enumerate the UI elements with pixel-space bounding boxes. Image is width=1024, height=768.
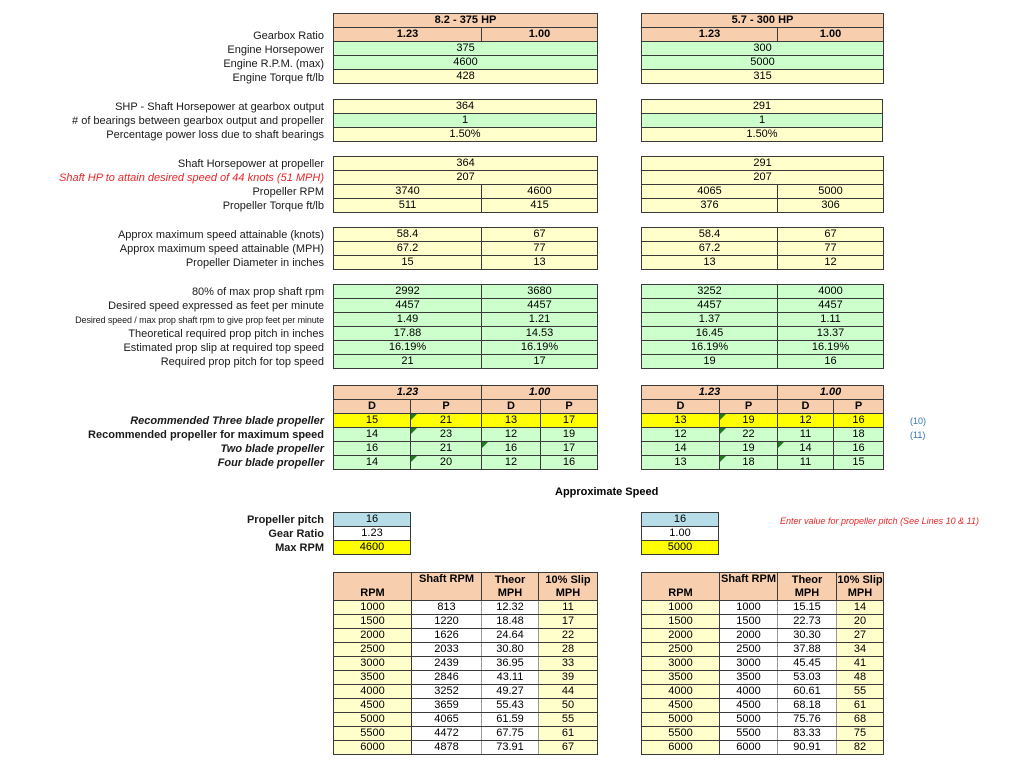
pct80-a: 3252 <box>642 285 778 299</box>
prop-torque-b: 415 <box>482 199 598 213</box>
label-power-loss: Percentage power loss due to shaft bearings <box>106 129 324 141</box>
speed-slip-mph-cell: 61 <box>837 699 884 713</box>
speed-slip-mph-cell: 50 <box>539 699 598 713</box>
engine-spec-table-right <box>641 13 884 84</box>
rec-ratio-a: 1.23 <box>642 386 778 400</box>
prop-rpm-b: 5000 <box>778 185 884 199</box>
rec-cell: 23 <box>411 428 482 442</box>
label-bearings: # of bearings between gearbox output and propeller <box>72 115 324 127</box>
rec-cell: 15 <box>834 456 884 470</box>
engine-rpm-cell[interactable]: 5000 <box>642 56 884 70</box>
speed-row <box>334 727 598 741</box>
label-shp-prop: Shaft Horsepower at propeller <box>177 158 324 170</box>
max-knots-a: 58.4 <box>334 228 482 242</box>
speed-slip-mph-cell: 61 <box>539 727 598 741</box>
speed-shaft-rpm-cell: 3659 <box>412 699 482 713</box>
rec-row-max-speed <box>334 428 598 442</box>
rec-cell: 14 <box>778 442 834 456</box>
desired-fpm-b: 4457 <box>482 299 598 313</box>
label-theor-pitch: Theoretical required prop pitch in inches <box>128 328 324 340</box>
gear-ratio-input[interactable]: 1.00 <box>642 527 719 541</box>
prop-diameter-a: 15 <box>334 256 482 270</box>
speed-row <box>642 657 884 671</box>
label-shp-gearbox: SHP - Shaft Horsepower at gearbox output <box>115 101 324 113</box>
speed-shaft-rpm-cell: 4000 <box>720 685 778 699</box>
speed-rpm-cell: 2000 <box>642 629 720 643</box>
rec-row-three-blade <box>642 414 884 428</box>
speed-rpm-cell: 5500 <box>334 727 412 741</box>
speed-col-shaft-rpm: Shaft RPM <box>412 573 482 601</box>
propeller-pitch-input[interactable]: 16 <box>334 513 411 527</box>
speed-col-slip-mph: 10% Slip MPH <box>539 573 598 601</box>
prop-slip-b: 16.19% <box>482 341 598 355</box>
prop-diameter-b: 12 <box>778 256 884 270</box>
note-line-10: (10) <box>910 416 927 426</box>
rec-col-p: P <box>834 400 884 414</box>
speed-theor-mph-cell: 22.73 <box>778 615 837 629</box>
prop-torque-b: 306 <box>778 199 884 213</box>
shp-gearbox-cell: 364 <box>334 100 597 114</box>
rec-cell: 16 <box>334 442 411 456</box>
label-input-pitch: Propeller pitch <box>246 514 324 526</box>
theor-pitch-b: 13.37 <box>778 327 884 341</box>
gearbox-ratio-a: 1.23 <box>334 28 482 42</box>
speed-theor-mph-cell: 45.45 <box>778 657 837 671</box>
rec-row-four-blade <box>642 456 884 470</box>
gear-ratio-input[interactable]: 1.23 <box>334 527 411 541</box>
speed-theor-mph-cell: 53.03 <box>778 671 837 685</box>
gearbox-ratio-b: 1.00 <box>482 28 598 42</box>
rec-cell: 20 <box>411 456 482 470</box>
theor-pitch-a: 17.88 <box>334 327 482 341</box>
speed-ratio-b: 1.21 <box>482 313 598 327</box>
speed-shaft-rpm-cell: 4878 <box>412 741 482 755</box>
speed-slip-mph-cell: 14 <box>837 601 884 615</box>
rec-cell: 19 <box>720 414 778 428</box>
max-mph-a: 67.2 <box>334 242 482 256</box>
engine-name: 8.2 - 375 HP <box>334 14 598 28</box>
desired-fpm-a: 4457 <box>334 299 482 313</box>
note-line-11: (11) <box>910 430 926 440</box>
speed-slip-mph-cell: 44 <box>539 685 598 699</box>
req-pitch-b: 16 <box>778 355 884 369</box>
speed-slip-mph-cell: 20 <box>837 615 884 629</box>
speed-rpm-cell: 6000 <box>642 741 720 755</box>
desired-fpm-b: 4457 <box>778 299 884 313</box>
rec-row-four-blade <box>334 456 598 470</box>
speed-rpm-cell: 5500 <box>642 727 720 741</box>
prop-rpm-b: 4600 <box>482 185 598 199</box>
speed-row <box>334 629 598 643</box>
speed-row <box>334 699 598 713</box>
speed-row <box>334 615 598 629</box>
propeller-power-table-left <box>333 156 598 213</box>
speed-theor-mph-cell: 49.27 <box>482 685 539 699</box>
rec-row-three-blade <box>334 414 598 428</box>
rec-cell: 15 <box>334 414 411 428</box>
speed-row <box>334 601 598 615</box>
rec-cell: 12 <box>482 456 541 470</box>
speed-rpm-cell: 5000 <box>334 713 412 727</box>
rec-cell: 21 <box>411 414 482 428</box>
label-prop-torque: Propeller Torque ft/lb <box>222 200 324 212</box>
rec-row-max-speed <box>642 428 884 442</box>
label-prop-slip: Estimated prop slip at required top speed <box>123 342 324 354</box>
speed-theor-mph-cell: 24.64 <box>482 629 539 643</box>
speed-shaft-rpm-cell: 3000 <box>720 657 778 671</box>
desired-fpm-a: 4457 <box>642 299 778 313</box>
rec-ratio-b: 1.00 <box>778 386 884 400</box>
speed-row <box>334 685 598 699</box>
rec-cell: 18 <box>720 456 778 470</box>
speed-slip-mph-cell: 48 <box>837 671 884 685</box>
speed-theor-mph-cell: 15.15 <box>778 601 837 615</box>
prop-torque-a: 376 <box>642 199 778 213</box>
speed-col-theor-mph: Theor MPH <box>778 573 837 601</box>
speed-slip-mph-cell: 27 <box>837 629 884 643</box>
rec-cell: 19 <box>720 442 778 456</box>
engine-torque-cell: 315 <box>642 70 884 84</box>
speed-rpm-cell: 1500 <box>642 615 720 629</box>
speed-rpm-cell: 1000 <box>334 601 412 615</box>
rec-col-d: D <box>778 400 834 414</box>
speed-shaft-rpm-cell: 3252 <box>412 685 482 699</box>
power-loss-cell: 1.50% <box>334 128 597 142</box>
speed-theor-mph-cell: 60.61 <box>778 685 837 699</box>
speed-slip-mph-cell: 39 <box>539 671 598 685</box>
speed-rpm-cell: 4000 <box>642 685 720 699</box>
label-four-blade: Four blade propeller <box>217 457 324 469</box>
req-pitch-a: 19 <box>642 355 778 369</box>
prop-diameter-a: 13 <box>642 256 778 270</box>
rec-cell: 13 <box>482 414 541 428</box>
rec-col-p: P <box>411 400 482 414</box>
shaft-table-right <box>641 99 883 142</box>
speed-slip-mph-cell: 34 <box>837 643 884 657</box>
speed-shaft-rpm-cell: 4472 <box>412 727 482 741</box>
speed-ratio-a: 1.37 <box>642 313 778 327</box>
speed-col-slip-mph: 10% Slip MPH <box>837 573 883 599</box>
rec-cell: 18 <box>834 428 884 442</box>
rec-cell: 17 <box>541 414 598 428</box>
max-rpm-input[interactable]: 5000 <box>642 541 719 555</box>
label-rec-max-speed: Recommended propeller for maximum speed <box>88 429 324 441</box>
bearings-cell[interactable]: 1 <box>642 114 883 128</box>
propeller-pitch-input[interactable]: 16 <box>642 513 719 527</box>
speed-rpm-cell: 2000 <box>334 629 412 643</box>
label-two-blade: Two blade propeller <box>220 443 324 455</box>
shp-desired-cell: 207 <box>642 171 884 185</box>
pitch-calc-table-left <box>333 284 598 369</box>
engine-hp-cell[interactable]: 375 <box>334 42 598 56</box>
speed-theor-mph-cell: 30.80 <box>482 643 539 657</box>
rec-col-d: D <box>334 400 411 414</box>
speed-ratio-a: 1.49 <box>334 313 482 327</box>
shp-desired-cell: 207 <box>334 171 598 185</box>
gearbox-ratio-b: 1.00 <box>778 28 884 42</box>
rec-row-two-blade <box>334 442 598 456</box>
max-mph-b: 77 <box>778 242 884 256</box>
speed-row <box>334 657 598 671</box>
rec-cell: 13 <box>642 456 720 470</box>
speed-theor-mph-cell: 61.59 <box>482 713 539 727</box>
pct80-b: 4000 <box>778 285 884 299</box>
rec-cell: 13 <box>642 414 720 428</box>
label-input-gear: Gear Ratio <box>268 528 324 540</box>
prop-rpm-a: 4065 <box>642 185 778 199</box>
pct80-b: 3680 <box>482 285 598 299</box>
speed-rpm-cell: 3000 <box>334 657 412 671</box>
engine-rpm-cell[interactable]: 4600 <box>334 56 598 70</box>
max-knots-b: 67 <box>482 228 598 242</box>
speed-rpm-cell: 1000 <box>642 601 720 615</box>
speed-slip-mph-cell: 75 <box>837 727 884 741</box>
speed-slip-mph-cell: 82 <box>837 741 884 755</box>
speed-row <box>642 643 884 657</box>
req-pitch-b: 17 <box>482 355 598 369</box>
speed-slip-mph-cell: 11 <box>539 601 598 615</box>
rec-col-d: D <box>642 400 720 414</box>
label-input-max-rpm: Max RPM <box>275 542 324 554</box>
speed-slip-mph-cell: 41 <box>837 657 884 671</box>
speed-slip-mph-cell: 67 <box>539 741 598 755</box>
theor-pitch-a: 16.45 <box>642 327 778 341</box>
rec-cell: 16 <box>482 442 541 456</box>
speed-shaft-rpm-cell: 1500 <box>720 615 778 629</box>
speed-theor-mph-cell: 83.33 <box>778 727 837 741</box>
speed-shaft-rpm-cell: 2439 <box>412 657 482 671</box>
rec-cell: 11 <box>778 428 834 442</box>
label-engine-torque: Engine Torque ft/lb <box>232 72 324 84</box>
engine-spec-table-left <box>333 13 598 84</box>
speed-rpm-cell: 3000 <box>642 657 720 671</box>
pct80-a: 2992 <box>334 285 482 299</box>
label-prop-diameter: Propeller Diameter in inches <box>185 257 324 269</box>
rec-cell: 17 <box>541 442 598 456</box>
label-speed-ratio: Desired speed / max prop shaft rpm to give prop feet per minute <box>75 315 324 325</box>
rec-col-p: P <box>720 400 778 414</box>
rec-cell: 16 <box>834 414 884 428</box>
label-shp-desired: Shaft HP to attain desired speed of 44 knots (51 MPH) <box>59 172 324 184</box>
speed-rpm-cell: 5000 <box>642 713 720 727</box>
label-gearbox-ratio: Gearbox Ratio <box>253 30 324 42</box>
speed-shaft-rpm-cell: 1000 <box>720 601 778 615</box>
speed-shaft-rpm-cell: 3500 <box>720 671 778 685</box>
prop-diameter-b: 13 <box>482 256 598 270</box>
prop-torque-a: 511 <box>334 199 482 213</box>
speed-rpm-cell: 4500 <box>642 699 720 713</box>
speed-col-rpm: RPM <box>334 573 412 601</box>
speed-theor-mph-cell: 68.18 <box>778 699 837 713</box>
rec-cell: 14 <box>334 456 411 470</box>
speed-inputs-table-right <box>641 512 719 555</box>
engine-torque-cell: 428 <box>334 70 598 84</box>
label-max-speed-knots: Approx maximum speed attainable (knots) <box>117 229 324 241</box>
speed-ratio-b: 1.11 <box>778 313 884 327</box>
rec-cell: 14 <box>642 442 720 456</box>
speed-row <box>642 601 884 615</box>
speed-theor-mph-cell: 67.75 <box>482 727 539 741</box>
propeller-power-table-right <box>641 156 884 213</box>
speed-slip-mph-cell: 22 <box>539 629 598 643</box>
speed-row <box>642 629 884 643</box>
speed-row <box>642 741 884 755</box>
shp-prop-cell: 364 <box>334 157 598 171</box>
rec-ratio-b: 1.00 <box>482 386 598 400</box>
pitch-calc-table-right <box>641 284 884 369</box>
max-mph-a: 67.2 <box>642 242 778 256</box>
label-req-pitch: Required prop pitch for top speed <box>160 356 324 368</box>
max-rpm-input[interactable]: 4600 <box>334 541 411 555</box>
speed-row <box>642 685 884 699</box>
gearbox-ratio-a: 1.23 <box>642 28 778 42</box>
rec-cell: 14 <box>334 428 411 442</box>
max-speed-table-left <box>333 227 598 270</box>
speed-row <box>642 615 884 629</box>
speed-shaft-rpm-cell: 1220 <box>412 615 482 629</box>
req-pitch-a: 21 <box>334 355 482 369</box>
speed-slip-mph-cell: 68 <box>837 713 884 727</box>
prop-slip-a: 16.19% <box>642 341 778 355</box>
speed-theor-mph-cell: 55.43 <box>482 699 539 713</box>
approximate-speed-table-right <box>641 572 884 755</box>
rec-cell: 12 <box>778 414 834 428</box>
speed-slip-mph-cell: 17 <box>539 615 598 629</box>
speed-rpm-cell: 2500 <box>334 643 412 657</box>
speed-shaft-rpm-cell: 4500 <box>720 699 778 713</box>
engine-hp-cell[interactable]: 300 <box>642 42 884 56</box>
speed-row <box>642 671 884 685</box>
rec-cell: 21 <box>411 442 482 456</box>
speed-row <box>642 713 884 727</box>
engine-name: 5.7 - 300 HP <box>642 14 884 28</box>
label-prop-rpm: Propeller RPM <box>252 186 324 198</box>
shaft-table-left <box>333 99 597 142</box>
speed-col-theor-mph: Theor MPH <box>482 573 539 601</box>
speed-col-shaft-rpm: Shaft RPM <box>720 573 778 601</box>
speed-slip-mph-cell: 55 <box>539 713 598 727</box>
speed-rpm-cell: 3500 <box>334 671 412 685</box>
speed-theor-mph-cell: 75.76 <box>778 713 837 727</box>
speed-rpm-cell: 4500 <box>334 699 412 713</box>
speed-theor-mph-cell: 90.91 <box>778 741 837 755</box>
speed-rpm-cell: 4000 <box>334 685 412 699</box>
speed-row <box>334 671 598 685</box>
approx-speed-title: Approximate Speed <box>555 486 659 498</box>
speed-theor-mph-cell: 73.91 <box>482 741 539 755</box>
speed-shaft-rpm-cell: 1626 <box>412 629 482 643</box>
rec-cell: 12 <box>642 428 720 442</box>
speed-shaft-rpm-cell: 2033 <box>412 643 482 657</box>
max-knots-a: 58.4 <box>642 228 778 242</box>
speed-theor-mph-cell: 30.30 <box>778 629 837 643</box>
rec-cell: 16 <box>541 456 598 470</box>
max-mph-b: 77 <box>482 242 598 256</box>
label-max-speed-mph: Approx maximum speed attainable (MPH) <box>119 243 324 255</box>
max-speed-table-right <box>641 227 884 270</box>
speed-theor-mph-cell: 18.48 <box>482 615 539 629</box>
speed-shaft-rpm-cell: 2500 <box>720 643 778 657</box>
bearings-cell[interactable]: 1 <box>334 114 597 128</box>
speed-shaft-rpm-cell: 5000 <box>720 713 778 727</box>
speed-shaft-rpm-cell: 2000 <box>720 629 778 643</box>
speed-shaft-rpm-cell: 5500 <box>720 727 778 741</box>
power-loss-cell: 1.50% <box>642 128 883 142</box>
speed-rpm-cell: 2500 <box>642 643 720 657</box>
rec-col-p: P <box>541 400 598 414</box>
recommended-propeller-table-left <box>333 385 598 470</box>
speed-row <box>642 727 884 741</box>
rec-cell: 12 <box>482 428 541 442</box>
speed-slip-mph-cell: 33 <box>539 657 598 671</box>
prop-rpm-a: 3740 <box>334 185 482 199</box>
rec-row-two-blade <box>642 442 884 456</box>
rec-cell: 11 <box>778 456 834 470</box>
label-engine-hp: Engine Horsepower <box>227 44 324 56</box>
shp-gearbox-cell: 291 <box>642 100 883 114</box>
speed-theor-mph-cell: 12.32 <box>482 601 539 615</box>
pitch-hint: Enter value for propeller pitch (See Lines 10 & 11) <box>780 516 979 526</box>
speed-rpm-cell: 3500 <box>642 671 720 685</box>
label-engine-rpm: Engine R.P.M. (max) <box>223 58 324 70</box>
rec-ratio-a: 1.23 <box>334 386 482 400</box>
rec-cell: 19 <box>541 428 598 442</box>
label-rec-three-blade: Recommended Three blade propeller <box>130 415 324 427</box>
speed-slip-mph-cell: 55 <box>837 685 884 699</box>
rec-cell: 22 <box>720 428 778 442</box>
speed-col-rpm: RPM <box>642 573 720 601</box>
speed-row <box>334 643 598 657</box>
speed-slip-mph-cell: 28 <box>539 643 598 657</box>
speed-shaft-rpm-cell: 6000 <box>720 741 778 755</box>
rec-col-d: D <box>482 400 541 414</box>
speed-inputs-table-left <box>333 512 411 555</box>
speed-theor-mph-cell: 37.88 <box>778 643 837 657</box>
max-knots-b: 67 <box>778 228 884 242</box>
speed-shaft-rpm-cell: 813 <box>412 601 482 615</box>
label-pct80-rpm: 80% of max prop shaft rpm <box>191 286 324 298</box>
approximate-speed-table-left <box>333 572 598 755</box>
label-desired-fpm: Desired speed expressed as feet per minute <box>108 300 324 312</box>
speed-theor-mph-cell: 36.95 <box>482 657 539 671</box>
prop-slip-b: 16.19% <box>778 341 884 355</box>
speed-rpm-cell: 6000 <box>334 741 412 755</box>
speed-theor-mph-cell: 43.11 <box>482 671 539 685</box>
speed-rpm-cell: 1500 <box>334 615 412 629</box>
rec-cell: 16 <box>834 442 884 456</box>
speed-row <box>642 699 884 713</box>
theor-pitch-b: 14.53 <box>482 327 598 341</box>
recommended-propeller-table-right <box>641 385 884 470</box>
speed-shaft-rpm-cell: 2846 <box>412 671 482 685</box>
speed-shaft-rpm-cell: 4065 <box>412 713 482 727</box>
speed-row <box>334 741 598 755</box>
speed-row <box>334 713 598 727</box>
prop-slip-a: 16.19% <box>334 341 482 355</box>
shp-prop-cell: 291 <box>642 157 884 171</box>
